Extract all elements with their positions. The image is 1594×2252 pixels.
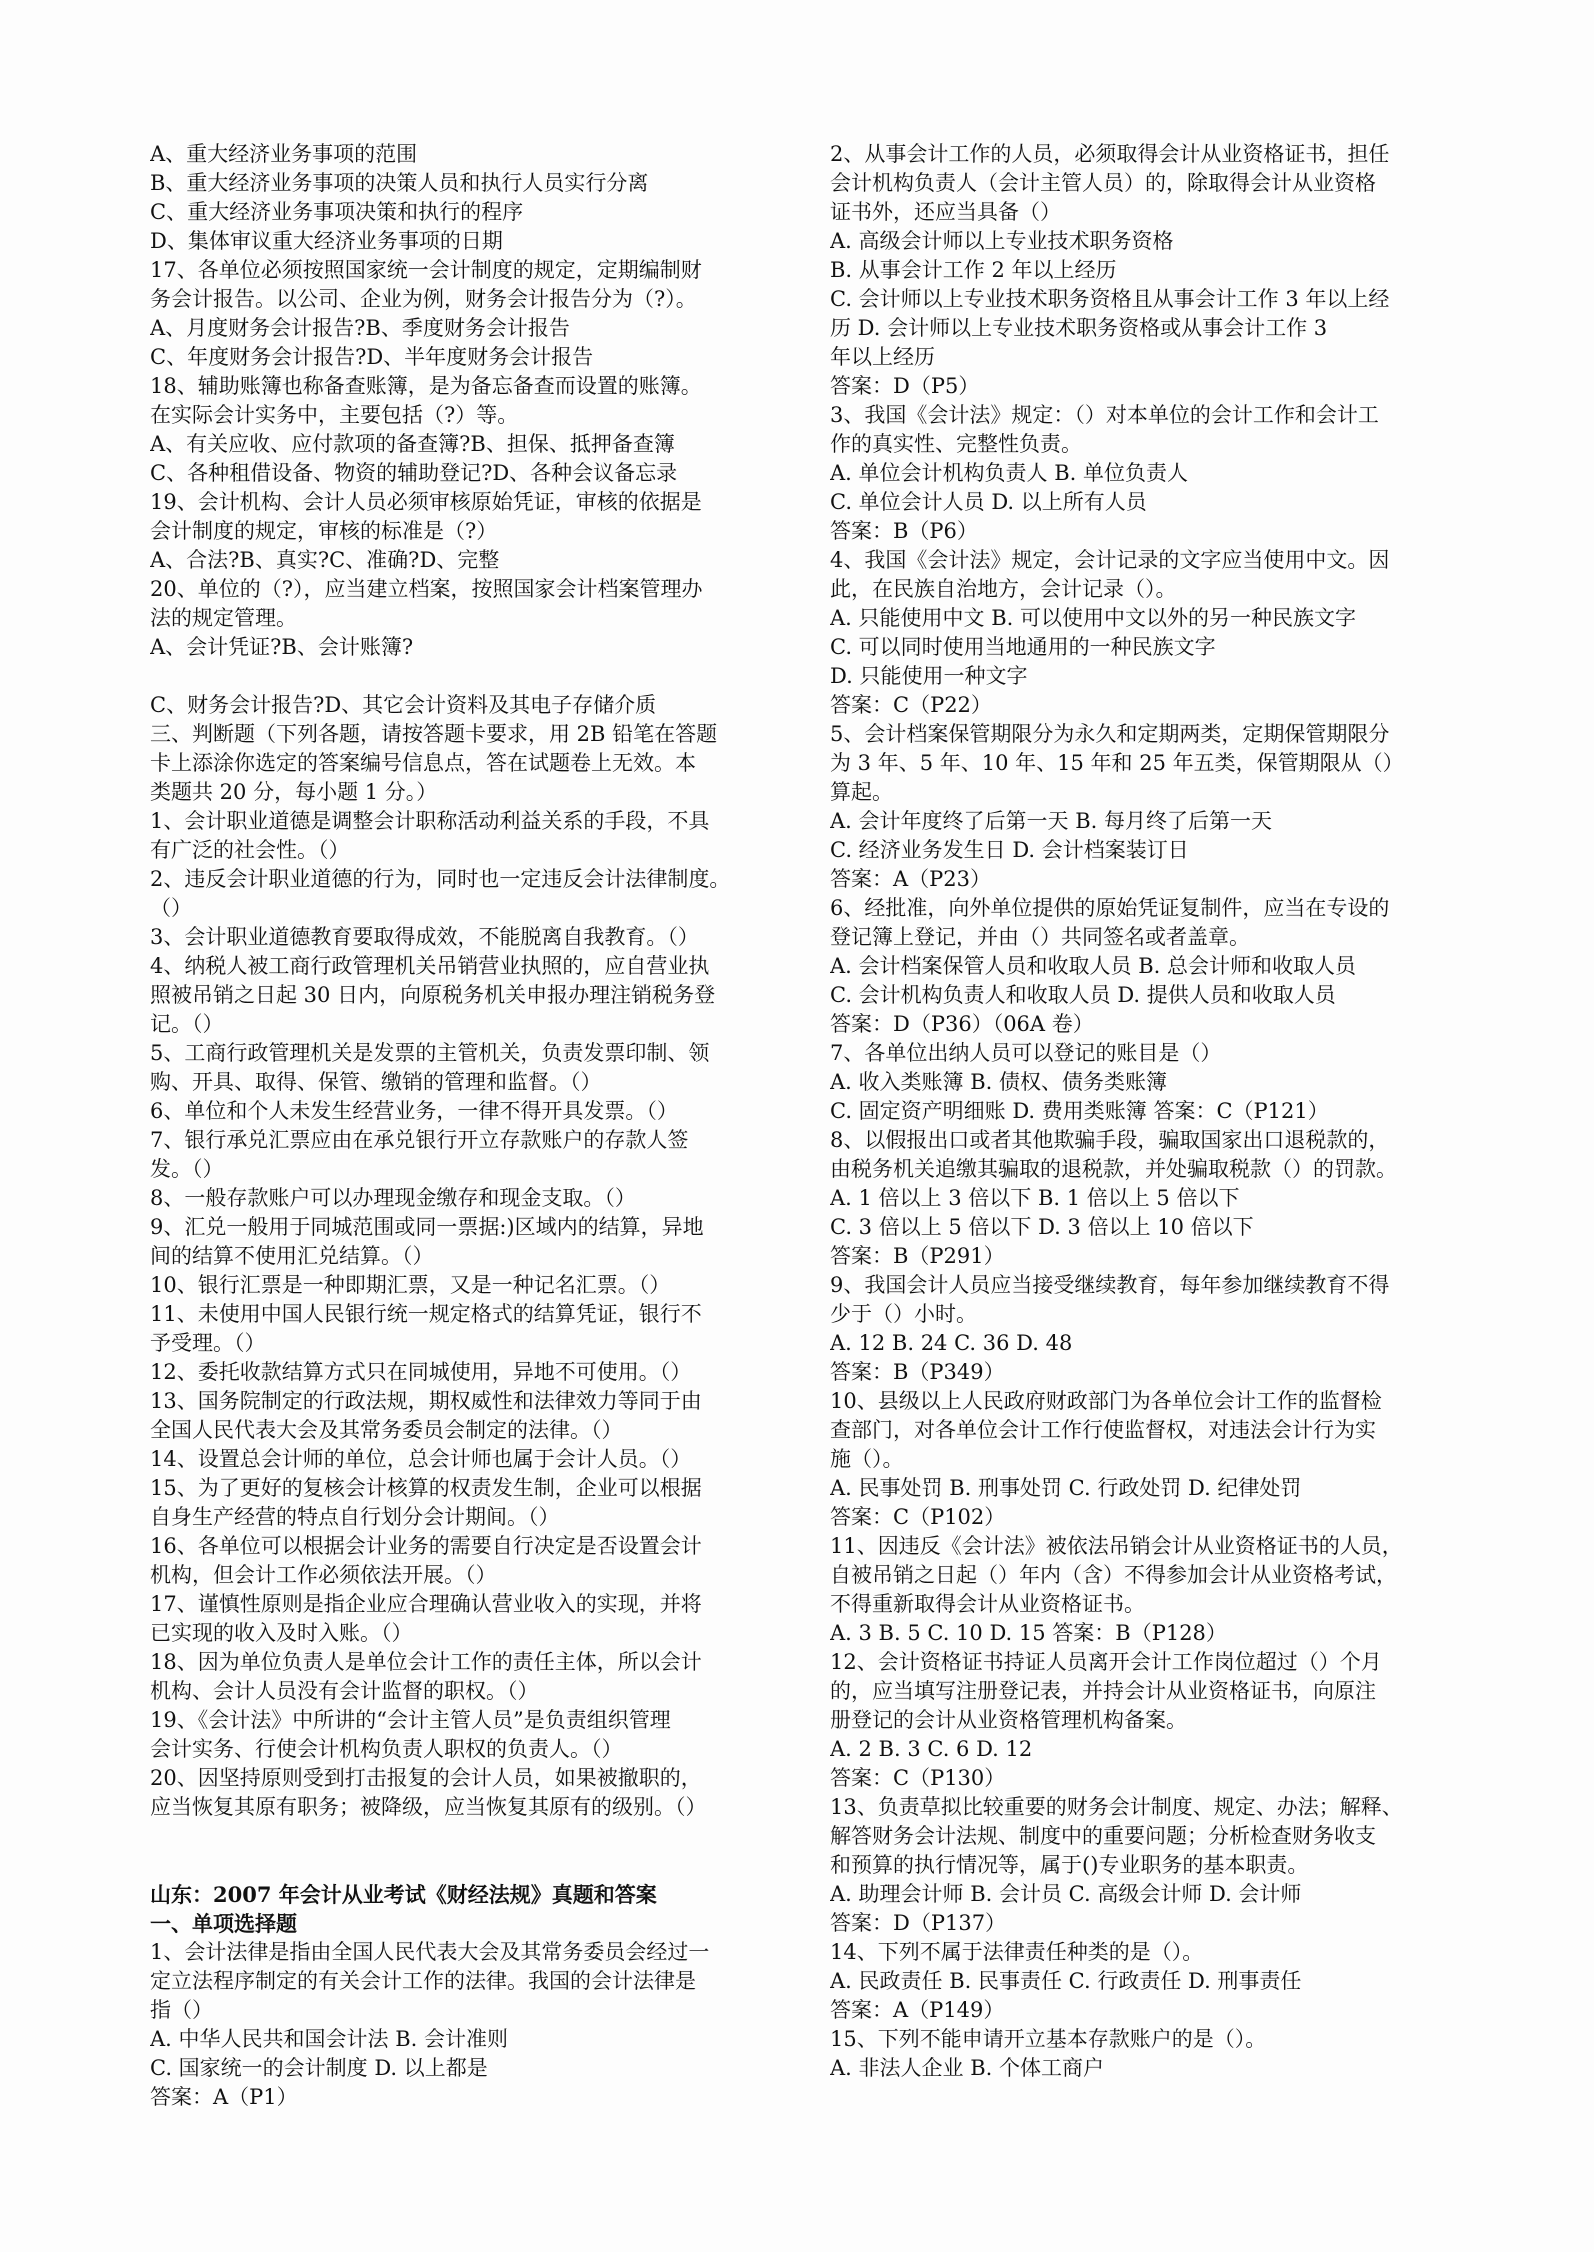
text-line: 18、因为单位负责人是单位会计工作的责任主体，所以会计 xyxy=(150,1650,702,1674)
text-line: 14、设置总会计师的单位，总会计师也属于会计人员。（） xyxy=(150,1447,692,1471)
text-line: C、年度财务会计报告?D、半年度财务会计报告 xyxy=(150,345,594,369)
text-line: 15、下列不能申请开立基本存款账户的是（）。 xyxy=(830,2027,1267,2051)
text-line: D、集体审议重大经济业务事项的日期 xyxy=(150,229,503,253)
text-line: A. 会计年度终了后第一天 B. 每月终了后第一天 xyxy=(830,809,1272,833)
text-line: C. 经济业务发生日 D. 会计档案装订日 xyxy=(830,838,1189,862)
text-line: 16、各单位可以根据会计业务的需要自行决定是否设置会计 xyxy=(150,1534,702,1558)
text-line: 务会计报告。以公司、企业为例，财务会计报告分为（?）。 xyxy=(150,287,697,311)
text-line: 答案：D（P5） xyxy=(830,374,980,398)
text-line: A. 单位会计机构负责人 B. 单位负责人 xyxy=(830,461,1188,485)
text-line: 13、国务院制定的行政法规，期权威性和法律效力等同于由 xyxy=(150,1389,702,1413)
text-line: 20、单位的（?），应当建立档案，按照国家会计档案管理办 xyxy=(150,577,703,601)
text-line: 自身生产经营的特点自行划分会计期间。（） xyxy=(150,1505,560,1529)
text-line: C、重大经济业务事项决策和执行的程序 xyxy=(150,200,524,224)
text-line: 18、辅助账簿也称备查账簿，是为备忘备查而设置的账簿。 xyxy=(150,374,702,398)
text-line: 全国人民代表大会及其常务委员会制定的法律。（） xyxy=(150,1418,623,1442)
text-line: C、财务会计报告?D、其它会计资料及其电子存储介质 xyxy=(150,693,657,717)
text-line: 购、开具、取得、保管、缴销的管理和监督。（） xyxy=(150,1070,602,1094)
text-line: 答案：B（P291） xyxy=(830,1244,1005,1268)
text-line: 7、银行承兑汇票应由在承兑银行开立存款账户的存款人签 xyxy=(150,1128,689,1152)
text-line: 册登记的会计从业资格管理机构备案。 xyxy=(830,1708,1187,1732)
text-line: A. 12 B. 24 C. 36 D. 48 xyxy=(830,1331,1073,1355)
text-line: 2、违反会计职业道德的行为，同时也一定违反会计法律制度。 xyxy=(150,867,731,891)
text-line: 12、委托收款结算方式只在同城使用，异地不可使用。（） xyxy=(150,1360,692,1384)
text-line: 已实现的收入及时入账。（） xyxy=(150,1621,413,1645)
spacer xyxy=(150,1822,780,1880)
right-column xyxy=(830,140,1460,2083)
section-subtitle: 一、单项选择题 xyxy=(150,1911,297,1936)
text-line: 8、以假报出口或者其他欺骗手段，骗取国家出口退税款的， xyxy=(830,1128,1390,1152)
text-line: 答案：B（P6） xyxy=(830,519,978,543)
text-line: A. 1 倍以上 3 倍以下 B. 1 倍以上 5 倍以下 xyxy=(830,1186,1240,1210)
text-line: 5、工商行政管理机关是发票的主管机关，负责发票印制、领 xyxy=(150,1041,710,1065)
text-line: A、有关应收、应付款项的备查簿?B、担保、抵押备查簿 xyxy=(150,432,675,456)
text-line: 17、各单位必须按照国家统一会计制度的规定，定期编制财 xyxy=(150,258,702,282)
text-line: 历 D. 会计师以上专业技术职务资格或从事会计工作 3 xyxy=(830,316,1328,340)
text-line: A、会计凭证?B、会计账簿? xyxy=(150,635,414,659)
text-line: A. 中华人民共和国会计法 B. 会计准则 xyxy=(150,2027,508,2051)
text-line: 算起。 xyxy=(830,780,893,804)
text-line: 定立法程序制定的有关会计工作的法律。我国的会计法律是 xyxy=(150,1969,696,1993)
text-line: 答案：A（P149） xyxy=(830,1998,1005,2022)
text-line: 7、各单位出纳人员可以登记的账目是（） xyxy=(830,1041,1222,1065)
text-line: A. 收入类账簿 B. 债权、债务类账簿 xyxy=(830,1070,1167,1094)
text-line: 19、会计机构、会计人员必须审核原始凭证，审核的依据是 xyxy=(150,490,702,514)
text-line: 3、我国《会计法》规定：（）对本单位的会计工作和会计工 xyxy=(830,403,1379,427)
text-line: C、各种租借设备、物资的辅助登记?D、各种会议备忘录 xyxy=(150,461,678,485)
text-line: 5、会计档案保管期限分为永久和定期两类，定期保管期限分 xyxy=(830,722,1390,746)
text-line: 的，应当填写注册登记表，并持会计从业资格证书，向原注 xyxy=(830,1679,1376,1703)
text-line: C. 国家统一的会计制度 D. 以上都是 xyxy=(150,2056,488,2080)
text-line: A、合法?B、真实?C、准确?D、完整 xyxy=(150,548,500,572)
text-line: 机构，但会计工作必须依法开展。（） xyxy=(150,1563,497,1587)
section-title: 山东：2007 年会计从业考试《财经法规》真题和答案 xyxy=(150,1882,657,1907)
text-line: 9、我国会计人员应当接受继续教育，每年参加继续教育不得 xyxy=(830,1273,1390,1297)
text-line: 应当恢复其原有职务；被降级，应当恢复其原有的级别。（） xyxy=(150,1795,707,1819)
text-line: 10、银行汇票是一种即期汇票，又是一种记名汇票。（） xyxy=(150,1273,671,1297)
text-line: 解答财务会计法规、制度中的重要问题；分析检查财务收支 xyxy=(830,1824,1376,1848)
text-line: 答案：B（P349） xyxy=(830,1360,1005,1384)
text-line: 10、县级以上人民政府财政部门为各单位会计工作的监督检 xyxy=(830,1389,1382,1413)
text-line: 答案：C（P130） xyxy=(830,1766,1006,1790)
text-line: A、月度财务会计报告?B、季度财务会计报告 xyxy=(150,316,570,340)
text-line: 作的真实性、完整性负责。 xyxy=(830,432,1082,456)
text-line: 6、单位和个人未发生经营业务，一律不得开具发票。（） xyxy=(150,1099,678,1123)
text-line: 自被吊销之日起（）年内（含）不得参加会计从业资格考试， xyxy=(830,1563,1397,1587)
text-line: 为 3 年、5 年、10 年、15 年和 25 年五类，保管期限从（） xyxy=(830,751,1404,775)
text-line: 9、汇兑一般用于同城范围或同一票据:)区域内的结算，异地 xyxy=(150,1215,704,1239)
text-line: 答案：D（P137） xyxy=(830,1911,1007,1935)
text-line: 14、下列不属于法律责任种类的是（）。 xyxy=(830,1940,1204,1964)
text-line: 三、判断题（下列各题，请按答题卡要求，用 2B 铅笔在答题 xyxy=(150,722,718,746)
text-line: A. 会计档案保管人员和收取人员 B. 总会计师和收取人员 xyxy=(830,954,1356,978)
text-line: 年以上经历 xyxy=(830,345,935,369)
text-line: 答案：C（P22） xyxy=(830,693,992,717)
text-line: 卡上添涂你选定的答案编号信息点，答在试题卷上无效。本 xyxy=(150,751,696,775)
text-line: B、重大经济业务事项的决策人员和执行人员实行分离 xyxy=(150,171,649,195)
text-line: 予受理。（） xyxy=(150,1331,266,1355)
text-line: 在实际会计实务中，主要包括（?）等。 xyxy=(150,403,519,427)
text-line: 13、负责草拟比较重要的财务会计制度、规定、办法；解释、 xyxy=(830,1795,1403,1819)
text-line: 机构、会计人员没有会计监督的职权。（） xyxy=(150,1679,539,1703)
text-line: 类题共 20 分，每小题 1 分。） xyxy=(150,780,438,804)
spacer xyxy=(150,662,780,691)
text-line: A. 3 B. 5 C. 10 D. 15 答案：B（P128） xyxy=(830,1621,1227,1645)
text-line: C. 会计机构负责人和收取人员 D. 提供人员和收取人员 xyxy=(830,983,1336,1007)
text-line: B. 从事会计工作 2 年以上经历 xyxy=(830,258,1117,282)
text-line: 答案：D（P36）（06A 卷） xyxy=(830,1012,1094,1036)
text-line: 15、为了更好的复核会计核算的权责发生制，企业可以根据 xyxy=(150,1476,702,1500)
text-line: 2、从事会计工作的人员，必须取得会计从业资格证书，担任 xyxy=(830,142,1390,166)
text-line: D. 只能使用一种文字 xyxy=(830,664,1028,688)
text-line: 发。（） xyxy=(150,1157,224,1181)
text-line: 指（） xyxy=(150,1998,213,2022)
text-line: 20、因坚持原则受到打击报复的会计人员，如果被撤职的， xyxy=(150,1766,702,1790)
text-line: 登记簿上登记，并由（）共同签名或者盖章。 xyxy=(830,925,1250,949)
text-line: 4、纳税人被工商行政管理机关吊销营业执照的，应自营业执 xyxy=(150,954,710,978)
text-line: A. 助理会计师 B. 会计员 C. 高级会计师 D. 会计师 xyxy=(830,1882,1302,1906)
text-line: 8、一般存款账户可以办理现金缴存和现金支取。（） xyxy=(150,1186,636,1210)
text-line: A. 只能使用中文 B. 可以使用中文以外的另一种民族文字 xyxy=(830,606,1356,630)
text-line: 4、我国《会计法》规定，会计记录的文字应当使用中文。因 xyxy=(830,548,1390,572)
text-line: 会计制度的规定，审核的标准是（?） xyxy=(150,519,498,543)
text-line: 施（）。 xyxy=(830,1447,904,1471)
text-line: A、重大经济业务事项的范围 xyxy=(150,142,418,166)
text-line: 查部门，对各单位会计工作行使监督权，对违法会计行为实 xyxy=(830,1418,1376,1442)
text-line: 11、未使用中国人民银行统一规定格式的结算凭证，银行不 xyxy=(150,1302,702,1326)
text-line: 会计实务、行使会计机构负责人职权的负责人。（） xyxy=(150,1737,623,1761)
text-line: 少于（）小时。 xyxy=(830,1302,977,1326)
text-line: 1、会计职业道德是调整会计职称活动利益关系的手段，不具 xyxy=(150,809,710,833)
text-line: 有广泛的社会性。（） xyxy=(150,838,350,862)
text-line: （） xyxy=(150,896,192,920)
text-line: A. 2 B. 3 C. 6 D. 12 xyxy=(830,1737,1033,1761)
text-line: C. 可以同时使用当地通用的一种民族文字 xyxy=(830,635,1216,659)
text-line: C. 会计师以上专业技术职务资格且从事会计工作 3 年以上经 xyxy=(830,287,1390,311)
left-column xyxy=(150,140,780,2112)
text-line: 间的结算不使用汇兑结算。（） xyxy=(150,1244,434,1268)
text-line: 6、经批准，向外单位提供的原始凭证复制件，应当在专设的 xyxy=(830,896,1390,920)
text-line: 法的规定管理。 xyxy=(150,606,297,630)
text-line: A. 非法人企业 B. 个体工商户 xyxy=(830,2056,1104,2080)
text-line: 17、谨慎性原则是指企业应合理确认营业收入的实现，并将 xyxy=(150,1592,702,1616)
text-line: A. 民政责任 B. 民事责任 C. 行政责任 D. 刑事责任 xyxy=(830,1969,1302,1993)
text-line: 记。（） xyxy=(150,1012,224,1036)
text-line: 19、《会计法》中所讲的“会计主管人员”是负责组织管理 xyxy=(150,1708,671,1732)
text-line: 不得重新取得会计从业资格证书。 xyxy=(830,1592,1145,1616)
text-line: 此，在民族自治地方，会计记录（）。 xyxy=(830,577,1177,601)
text-line: 证书外，还应当具备（） xyxy=(830,200,1061,224)
text-line: 答案：C（P102） xyxy=(830,1505,1006,1529)
text-line: A. 高级会计师以上专业技术职务资格 xyxy=(830,229,1174,253)
text-line: C. 固定资产明细账 D. 费用类账簿 答案：C（P121） xyxy=(830,1099,1329,1123)
text-line: 答案：A（P1） xyxy=(150,2085,298,2109)
text-line: 3、会计职业道德教育要取得成效，不能脱离自我教育。（） xyxy=(150,925,699,949)
text-line: 和预算的执行情况等，属于()专业职务的基本职责。 xyxy=(830,1853,1309,1877)
text-line: 11、因违反《会计法》被依法吊销会计从业资格证书的人员， xyxy=(830,1534,1403,1558)
text-line: 由税务机关追缴其骗取的退税款，并处骗取税款（）的罚款。 xyxy=(830,1157,1397,1181)
text-line: 照被吊销之日起 30 日内，向原税务机关申报办理注销税务登 xyxy=(150,983,716,1007)
text-line: C. 3 倍以上 5 倍以下 D. 3 倍以上 10 倍以下 xyxy=(830,1215,1254,1239)
text-line: 会计机构负责人（会计主管人员）的，除取得会计从业资格 xyxy=(830,171,1376,195)
text-line: A. 民事处罚 B. 刑事处罚 C. 行政处罚 D. 纪律处罚 xyxy=(830,1476,1302,1500)
text-line: 1、会计法律是指由全国人民代表大会及其常务委员会经过一 xyxy=(150,1940,710,1964)
text-line: 答案：A（P23） xyxy=(830,867,992,891)
text-line: C. 单位会计人员 D. 以上所有人员 xyxy=(830,490,1147,514)
text-line: 12、会计资格证书持证人员离开会计工作岗位超过（）个月 xyxy=(830,1650,1382,1674)
